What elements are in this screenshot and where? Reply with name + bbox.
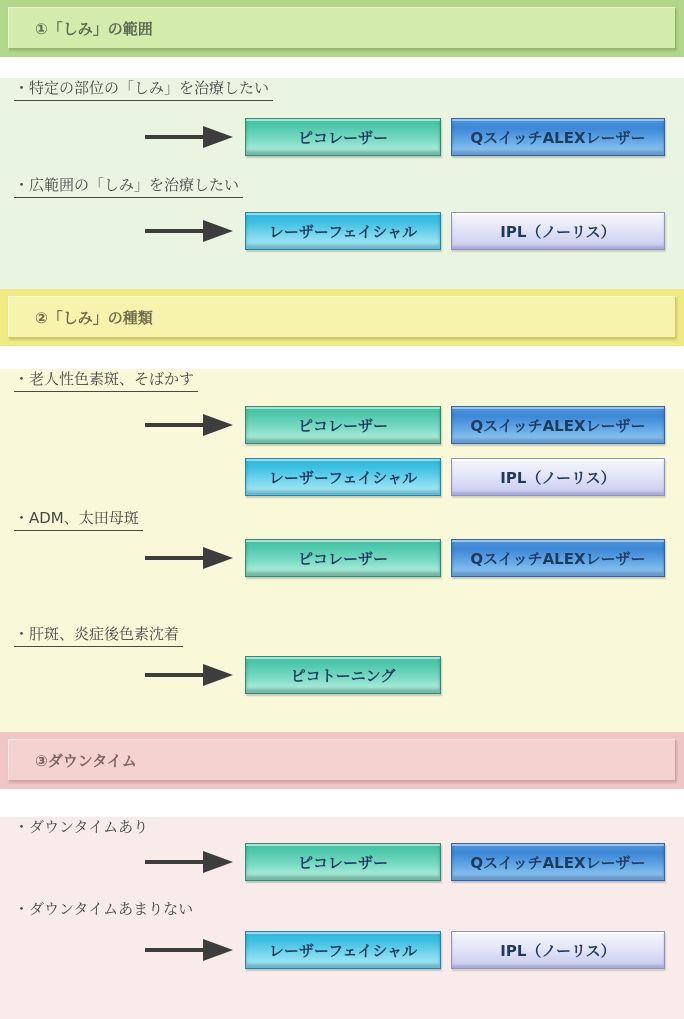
section-title: ①「しみ」の範囲: [35, 19, 153, 38]
condition-label: ・老人性色素斑、そばかす: [14, 371, 198, 392]
section-header: [0, 0, 684, 57]
treatment-row: [0, 117, 684, 157]
treatment-row: [0, 405, 684, 445]
treatment-button-ipl-norlys[interactable]: IPL（ノーリス）: [451, 212, 665, 250]
section-header: [0, 289, 684, 346]
condition-label-wrap: [0, 175, 684, 195]
treatment-button-pico-laser[interactable]: ピコレーザー: [245, 539, 441, 577]
arrow-icon: [145, 117, 233, 157]
section-content: [0, 817, 684, 1019]
treatment-button-q-switch-alex-laser[interactable]: QスイッチALEXレーザー: [451, 406, 665, 444]
treatment-row: [0, 538, 684, 578]
section-title: ③ダウンタイム: [35, 751, 137, 770]
section-header: [0, 732, 684, 789]
treatment-button-pico-laser[interactable]: ピコレーザー: [245, 406, 441, 444]
arrow-icon: [145, 655, 233, 695]
condition-label-wrap: [0, 899, 684, 919]
arrow-icon: [145, 405, 233, 445]
treatment-button-ipl-norlys[interactable]: IPL（ノーリス）: [451, 931, 665, 969]
section-shimi-range: [0, 0, 684, 289]
condition-label: ・広範囲の「しみ」を治療したい: [14, 177, 243, 198]
treatment-button-ipl-norlys[interactable]: IPL（ノーリス）: [451, 458, 665, 496]
treatment-button-laser-facial[interactable]: レーザーフェイシャル: [245, 931, 441, 969]
treatment-row: [0, 842, 684, 882]
condition-label: ・ADM、太田母斑: [14, 510, 143, 531]
section-header-box: [8, 296, 676, 338]
treatment-button-q-switch-alex-laser[interactable]: QスイッチALEXレーザー: [451, 843, 665, 881]
arrow-icon: [145, 842, 233, 882]
treatment-button-laser-facial[interactable]: レーザーフェイシャル: [245, 458, 441, 496]
treatment-row: [0, 457, 684, 497]
section-content: [0, 78, 684, 289]
treatment-button-pico-laser[interactable]: ピコレーザー: [245, 118, 441, 156]
treatment-button-q-switch-alex-laser[interactable]: QスイッチALEXレーザー: [451, 118, 665, 156]
treatment-row: [0, 655, 684, 695]
section-title: ②「しみ」の種類: [35, 308, 153, 327]
condition-label: ・特定の部位の「しみ」を治療したい: [14, 80, 273, 101]
section-header-box: [8, 739, 676, 781]
section-content: [0, 369, 684, 732]
treatment-button-pico-toning[interactable]: ピコトーニング: [245, 656, 441, 694]
condition-label-wrap: [0, 78, 684, 98]
condition-label-wrap: [0, 817, 684, 837]
condition-label: ・肝斑、炎症後色素沈着: [14, 626, 183, 647]
arrow-icon: [145, 538, 233, 578]
section-downtime: [0, 732, 684, 1019]
section-shimi-type: [0, 289, 684, 732]
condition-label: ・ダウンタイムあり: [14, 818, 149, 836]
condition-label-wrap: [0, 508, 684, 528]
treatment-button-laser-facial[interactable]: レーザーフェイシャル: [245, 212, 441, 250]
condition-label-wrap: [0, 624, 684, 644]
treatment-row: [0, 211, 684, 251]
arrow-icon: [145, 211, 233, 251]
treatment-row: [0, 930, 684, 970]
section-header-box: [8, 7, 676, 49]
treatment-button-pico-laser[interactable]: ピコレーザー: [245, 843, 441, 881]
treatment-button-q-switch-alex-laser[interactable]: QスイッチALEXレーザー: [451, 539, 665, 577]
arrow-icon: [145, 930, 233, 970]
condition-label-wrap: [0, 369, 684, 389]
condition-label: ・ダウンタイムあまりない: [14, 900, 194, 918]
